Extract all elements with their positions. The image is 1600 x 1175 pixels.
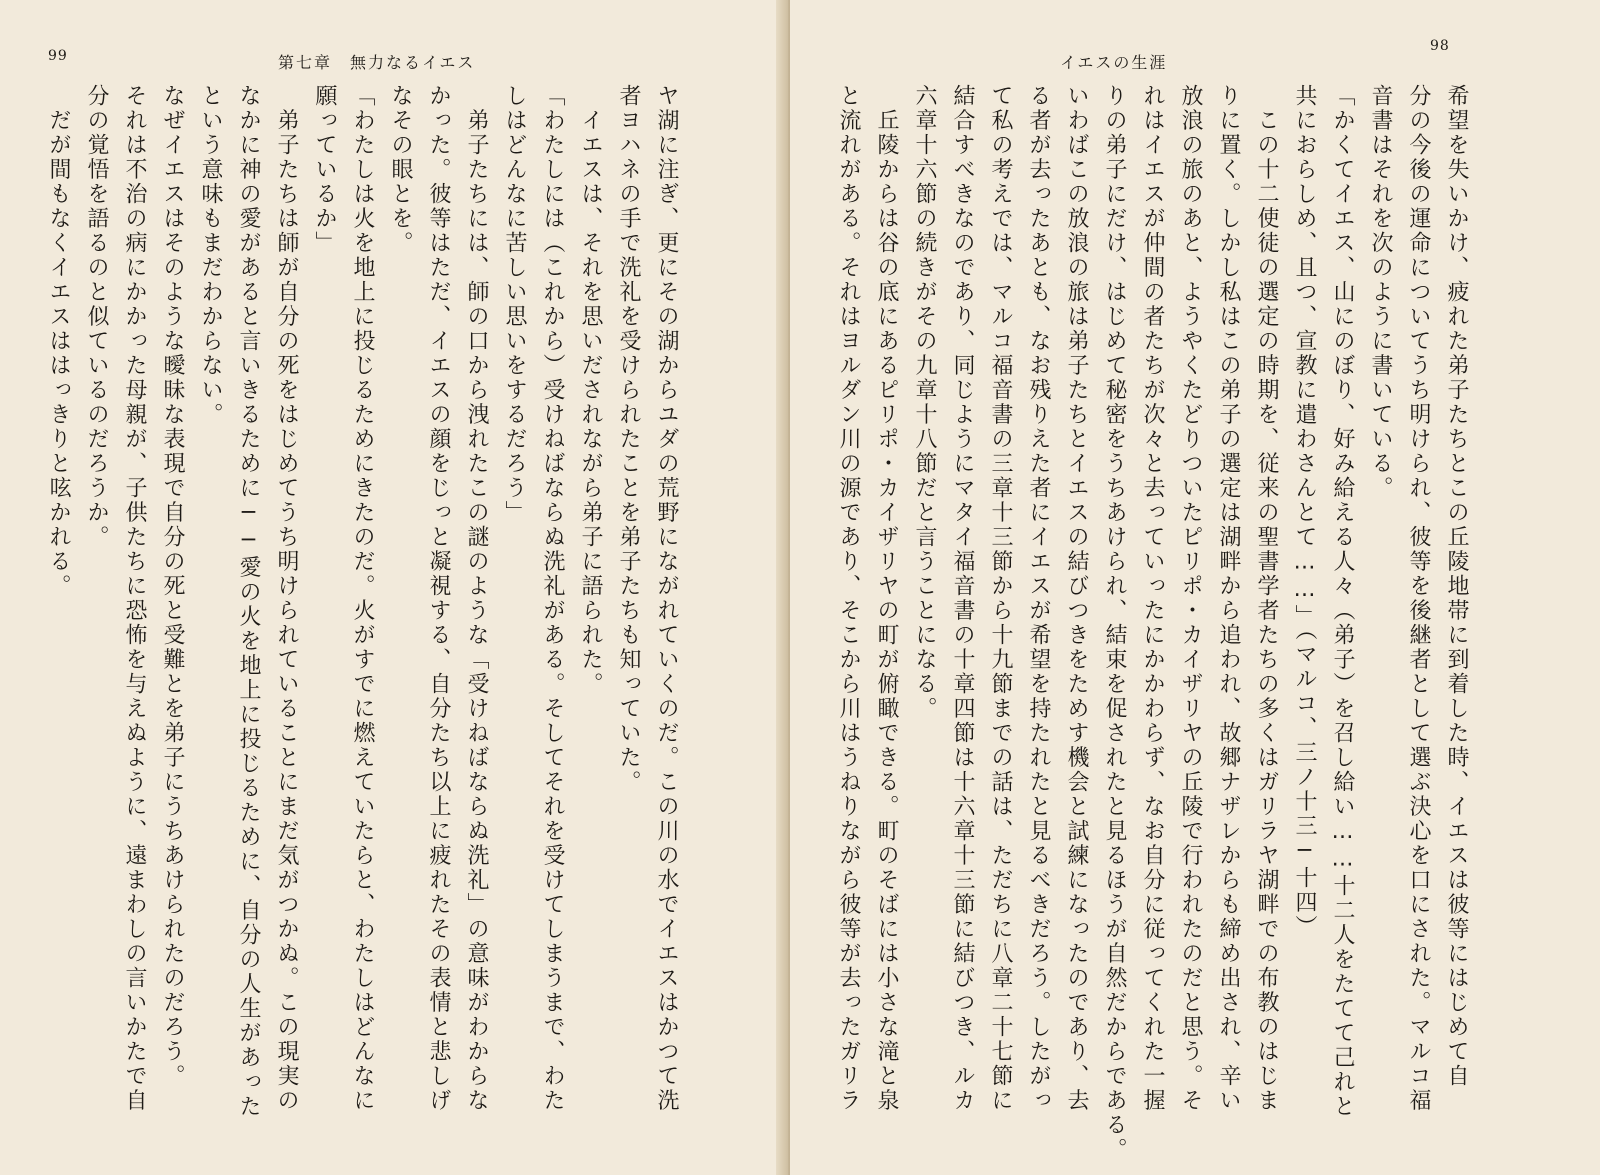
- text-line: る者が去ったあとも、なお残りえた者にイエスが希望を持たれたと見るべきだろう。したがっ: [1026, 84, 1051, 1113]
- text-line: ヤ湖に注ぎ、更にその湖からユダの荒野にながれていくのだ。この川の水でイエスはかつて洗: [654, 84, 679, 1113]
- text-line: 放浪の旅のあと、ようやくたどりついたピリポ・カイザリヤの丘陵で行われたのだと思う。そ: [1178, 84, 1203, 1113]
- text-line: 共におらしめ、且つ、宣教に遣わさんとて……」（マルコ、三ノ十三─十四）: [1292, 84, 1317, 940]
- text-column: [0, 84, 786, 1135]
- text-line: かった。彼等はただ、イエスの顔をじっと凝視する、自分たち以上に疲れたその表情と悲しげ: [426, 84, 451, 1113]
- text-line: 希望を失いかけ、疲れた弟子たちとこの丘陵地帯に到着した時、イエスは彼等にはじめて自: [1444, 84, 1469, 1089]
- text-column: [790, 84, 1600, 1162]
- text-line: 「わたしは火を地上に投じるためにきたのだ。火がすでに燃えていたらと、わたしはどんなに: [350, 84, 375, 1113]
- text-line: 願っているか」: [312, 84, 337, 256]
- running-head: 第七章 無力なるイエス: [278, 53, 476, 72]
- text-line: 分の今後の運命についてうち明けられ、彼等を後継者として選ぶ決心を口にされた。マルコ福: [1406, 84, 1431, 1113]
- text-line: なその眼とを。: [388, 84, 413, 256]
- text-line: れはイエスが仲間の者たちが次々と去っていったにかかわらず、なお自分に従ってくれた一握: [1140, 84, 1165, 1113]
- text-line: りに置く。しかし私はこの弟子の選定は湖畔から追われ、故郷ナザレからも締め出され、辛い: [1216, 84, 1241, 1113]
- page-number: 99: [48, 48, 68, 64]
- text-line: りの弟子にだけ、はじめて秘密をうちあけられ、結束を促されたと見るほうが自然だからである。: [1102, 84, 1127, 1162]
- running-head: イエスの生涯: [1060, 53, 1168, 72]
- text-line: て私の考えでは、マルコ福音書の三章十三節から十九節までの話は、ただちに八章二十七節に: [988, 84, 1013, 1113]
- right-page: [790, 0, 1600, 1175]
- text-line: 「わたしには（これから）受けねばならぬ洗礼がある。そしてそれを受けてしまうまで、わた: [540, 84, 565, 1113]
- text-line: 「かくてイエス、山にのぼり、好み給える人々（弟子）を召し給い……十二人をたてて己れと: [1330, 84, 1355, 1119]
- text-line: なかに神の愛があると言いきるために──愛の火を地上に投じるために、自分の人生があった: [236, 84, 261, 1119]
- text-line: 弟子たちには、師の口から洩れたこの謎のような「受けねばならぬ洗礼」の意味がわからな: [464, 84, 489, 1113]
- text-line: 弟子たちは師が自分の死をはじめてうち明けられていることにまだ気がつかぬ。この現実の: [274, 84, 299, 1113]
- text-line: 六章十六節の続きがその九章十八節だと言うことになる。: [912, 84, 937, 721]
- text-line: 結合すべきなのであり、同じようにマタイ福音書の十章四節は十六章十三節に結びつき、ルカ: [950, 84, 975, 1113]
- text-line: この十二使徒の選定の時期を、従来の聖書学者たちの多くはガリラヤ湖畔での布教のはじま: [1254, 84, 1279, 1113]
- text-line: イエスは、それを思いだされながら弟子に語られた。: [578, 84, 603, 697]
- text-line: だが間もなくイエスははっきりと呟かれる。: [46, 84, 71, 599]
- text-line: 丘陵からは谷の底にあるピリポ・カイザリヤの町が俯瞰できる。町のそばには小さな滝と泉: [874, 84, 899, 1113]
- text-line: 分の覚悟を語るのと似ているのだろうか。: [84, 84, 109, 550]
- text-line: しはどんなに苦しい思いをするだろう」: [502, 84, 527, 525]
- text-line: という意味もまだわからない。: [198, 84, 223, 427]
- text-line: 音書はそれを次のように書いている。: [1368, 84, 1393, 501]
- text-line: と流れがある。それはヨルダン川の源であり、そこから川はうねりながら彼等が去ったガリラ: [836, 84, 861, 1113]
- text-line: それは不治の病にかかった母親が、子供たちに恐怖を与えぬように、遠まわしの言いかたで自: [122, 84, 147, 1113]
- text-line: なぜイエスはそのような曖昧な表現で自分の死と受難とを弟子にうちあけられたのだろう。: [160, 84, 185, 1089]
- left-page: [0, 0, 786, 1175]
- text-line: 者ヨハネの手で洗礼を受けられたことを弟子たちも知っていた。: [616, 84, 641, 795]
- page-number: 98: [1430, 38, 1450, 54]
- text-line: いわばこの放浪の旅は弟子たちとイエスの結びつきをためす機会と試練になったのであり、去: [1064, 84, 1089, 1113]
